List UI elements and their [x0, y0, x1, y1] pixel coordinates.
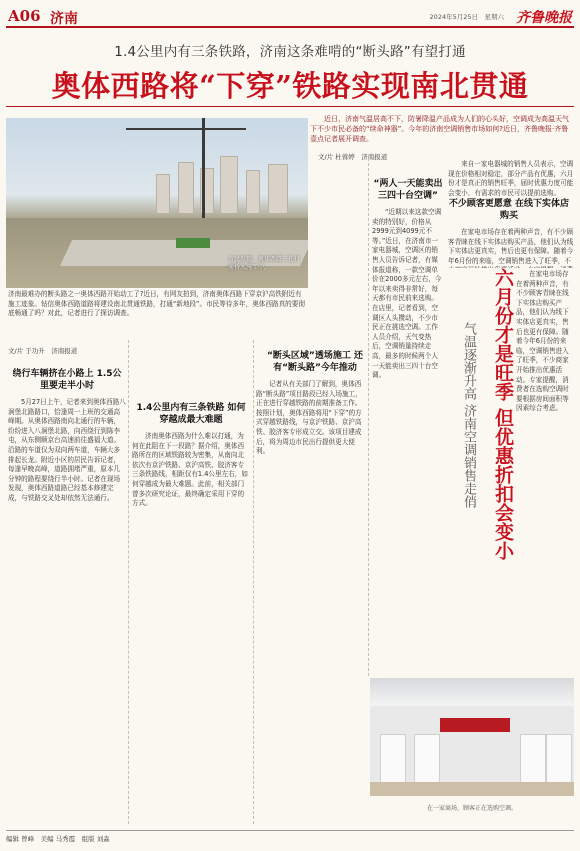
page-footer — [6, 830, 574, 843]
floor — [370, 782, 574, 796]
article-kicker: 1.4公里内有三条铁路，济南这条难啃的“断头路”有望打通 — [114, 44, 466, 60]
column-divider — [128, 340, 129, 824]
photo-caption: 济南最难办的断头路之一奥体西路开始动工了?近日，有网友拍到，济南奥体西路下穿京沪高铁附近有施工迹象。钻信奥体西路道路将建设南北贯通铁路，打通“新地段”。市民等待多年，奥体西路真的要彻底畅通了吗？对此，记者进行了探访调查。 — [8, 290, 305, 318]
building — [268, 164, 288, 214]
subhead-3: “断头区域”透场施工 还有“断头路”今年推动 — [267, 351, 363, 373]
subhead-1: 绕行车辆挤在小路上 1.5公里要走半小时 — [12, 369, 122, 391]
page-number: A06 — [8, 7, 41, 25]
headline-rule — [6, 106, 574, 107]
body-column-2: 济南奥体西路为什么难以打通，为何在此阻在下一段路？据介绍，奥体西路所在的区域铁路较为密集，从南向北依次有京沪铁路、京沪高铁、胶济客专三条铁路线，相距仅有1.4公里左右，如何穿越成为最大难题。此前，相关部门曾多次研究论证，最终确定采用下穿的方式。 — [132, 432, 248, 508]
body-column-4: “近期以来这款空调卖的特别好，价格从2999元到4099元不等。”近日，在济南市一家电器城，空调区的销售人员告诉记者，有媒体报道称，一款空调单价在2000多元左右，今年以来卖得非常好，每天都有市民前来选购。在店里，记者看到，空调区人头攒动，不少市民正在挑选空调。工作人员介绍，天气变热后，空调销量持续走高，最多的时候两个人一天能卖出三四十台空调。 — [372, 208, 442, 380]
crane-mast — [202, 118, 205, 218]
machinery — [176, 238, 210, 248]
photo-overlay-caption: 市民发现，奥体西路三孔行通桥入施工中。 — [228, 256, 301, 271]
column-divider — [253, 340, 254, 824]
building — [178, 162, 194, 214]
store-photo-caption: 在一家商场，顾客正在选购空调。 — [426, 805, 517, 812]
vertical-headline: 六月份才是旺季 但优惠折扣会变小 — [492, 268, 514, 560]
building — [246, 170, 260, 214]
building — [220, 156, 238, 214]
issue-date: 2024年5月25日 星期六 — [429, 13, 504, 21]
section-name: 济南 — [50, 11, 78, 27]
lead-paragraph: 近日，济南气温居高不下，防暑降温产品成为人们的心头好，空调成为高温天气下不少市民必备的“续命神器”。今年的济南空调销售市场如何?近日，齐鲁晚报·齐鲁壹点记者展开调查。 — [310, 115, 569, 143]
ac-unit — [546, 734, 572, 786]
ceiling — [370, 678, 574, 706]
store-banner — [440, 718, 510, 732]
subhead-4: “两人一天能卖出三四十台空调” — [373, 179, 443, 201]
body-column-6: 在家电市场存在着两种声音，有不少顾客青睐在线下实体店购买产品，他们认为线下实体店更真实，售后也更有保障。随着今年6月份的来临，空调销售进入了旺季，不少商家开始推出优惠活动。专家提醒，消费者在选购空调时要根据房间面积等因素综合考虑。 — [516, 270, 569, 413]
body-column-3: 记者从有关部门了解到，奥体西路“断头路”项目路段已经入场施工，正在进行穿越铁路的前期准备工作。按照计划，奥体西路将用“下穿”的方式穿越铁路线，与京沪铁路、京沪高铁、胶济客专形成立交。该项目建成后，将为周边市民出行提供更大便利。 — [256, 380, 362, 456]
building — [156, 174, 170, 214]
vertical-kicker: 气温逐渐升高 济南空调销售走俏 — [461, 322, 476, 509]
column-divider — [368, 158, 369, 676]
page-header — [6, 6, 574, 28]
body-column-1: 5月27日上午，记者来到奥体西路八涧堡北路路口，恰逢周一上班的交通高峰期。从奥体西路南向北通行的车辆，纷纷进入八涧堡北路，向西绕行到陈李屯，从东侧顺京台高速前往盛福大道。沿路的车道仅为双向两车道，车辆大多排起长龙。附近小区的居民告诉记者，每逢早晚高峰，道路拥堵严重，原本几分钟的路程要绕行半小时。记者在现场发现，奥体西路道路已经基本修建完成，与铁路交叉处却依然无法通行。 — [8, 398, 126, 502]
ac-unit — [414, 734, 440, 786]
subhead-2: 1.4公里内有三条铁路 如何穿越成最大难题 — [136, 403, 246, 425]
crane-jib — [126, 128, 246, 130]
body-column-5: 在家电市场存在着两种声音，有不少顾客青睐在线下实体店购买产品，他们认为线下实体店更真实，售后也更有保障。随着今年6月份的来临，空调销售进入了旺季，不 — [448, 228, 574, 265]
editor-credits: 编辑 曾峰 美编 马秀霞 组版 刘淼 — [6, 835, 110, 843]
paper-logo: 齐鲁晚报 — [516, 10, 572, 26]
ac-unit — [520, 734, 546, 786]
byline-2: 文/片 杜蓉婷 济南报道 — [318, 153, 388, 161]
store-photo — [370, 678, 574, 796]
article-headline: 奥体西路将“下穿”铁路实现南北贯通 — [51, 69, 529, 103]
ac-unit — [380, 734, 406, 786]
body-column-5-top: 来自一家电器城的销售人员表示，空调现在价格相对稳定，部分产品有优惠，六月份才是真正的销售旺季，届时优惠力度可能会变小，有需求的市民可以提前选购。 — [448, 160, 574, 196]
byline: 文/片 于功升 济南报道 — [8, 347, 78, 355]
subhead-5: 不少顾客更愿意 在线下实体店购买 — [448, 199, 570, 221]
